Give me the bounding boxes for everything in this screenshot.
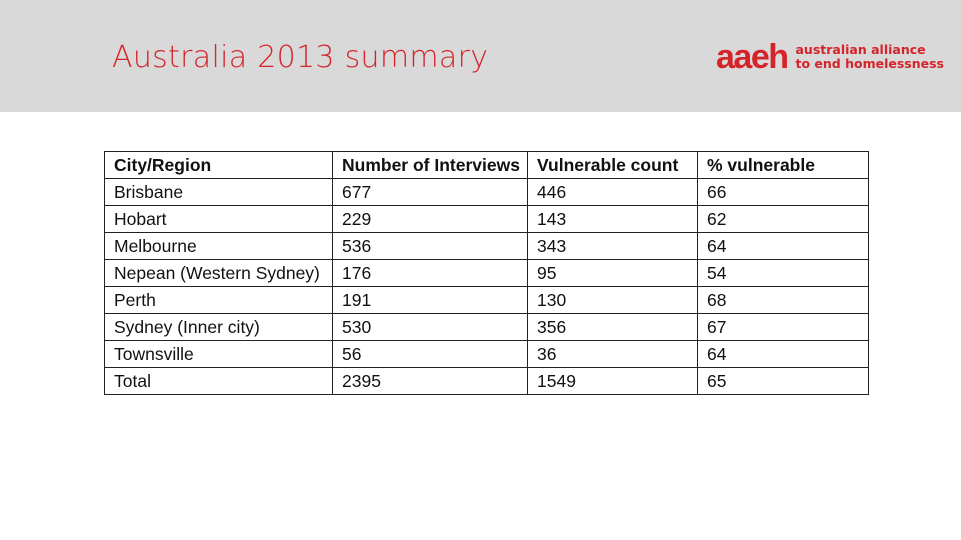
logo-text-line-2: to end homelessness bbox=[795, 56, 944, 71]
table-cell: Nepean (Western Sydney) bbox=[105, 260, 333, 287]
table-cell: 65 bbox=[698, 368, 869, 395]
table-cell: 536 bbox=[333, 233, 528, 260]
table-cell: Perth bbox=[105, 287, 333, 314]
logo-text bbox=[796, 43, 944, 71]
table-cell: 446 bbox=[528, 179, 698, 206]
table-cell: Townsville bbox=[105, 341, 333, 368]
table-cell: 2395 bbox=[333, 368, 528, 395]
table-cell: 229 bbox=[333, 206, 528, 233]
aaeh-logo bbox=[716, 40, 944, 74]
table-cell: 64 bbox=[698, 341, 869, 368]
table-header-row bbox=[105, 152, 869, 179]
table-cell: 143 bbox=[528, 206, 698, 233]
table-cell: 62 bbox=[698, 206, 869, 233]
table-cell: Melbourne bbox=[105, 233, 333, 260]
table-cell: 191 bbox=[333, 287, 528, 314]
column-header-number-of-interviews: Number of Interviews bbox=[333, 152, 528, 179]
column-header-percent-vulnerable: % vulnerable bbox=[698, 152, 869, 179]
table-cell: Brisbane bbox=[105, 179, 333, 206]
table-cell: 130 bbox=[528, 287, 698, 314]
summary-table-container bbox=[104, 151, 868, 396]
table-row bbox=[105, 287, 869, 314]
column-header-city-region: City/Region bbox=[105, 152, 333, 179]
table-row-total bbox=[105, 368, 869, 395]
table-cell: 343 bbox=[528, 233, 698, 260]
table-row bbox=[105, 260, 869, 287]
table-cell: Sydney (Inner city) bbox=[105, 314, 333, 341]
table-cell: 54 bbox=[698, 260, 869, 287]
table-row bbox=[105, 206, 869, 233]
table-cell: 530 bbox=[333, 314, 528, 341]
table-row bbox=[105, 314, 869, 341]
column-header-vulnerable-count: Vulnerable count bbox=[528, 152, 698, 179]
table-cell: 36 bbox=[528, 341, 698, 368]
table-cell: 356 bbox=[528, 314, 698, 341]
table-cell: 66 bbox=[698, 179, 869, 206]
table-cell: 64 bbox=[698, 233, 869, 260]
table-cell: 1549 bbox=[528, 368, 698, 395]
table-cell: 67 bbox=[698, 314, 869, 341]
table-cell: 56 bbox=[333, 341, 528, 368]
table-cell: 95 bbox=[528, 260, 698, 287]
slide-title: Australia 2013 summary bbox=[112, 40, 489, 75]
table-cell: 677 bbox=[333, 179, 528, 206]
summary-table bbox=[104, 151, 869, 395]
logo-mark: aaeh bbox=[716, 38, 788, 76]
table-cell: 176 bbox=[333, 260, 528, 287]
table-row bbox=[105, 341, 869, 368]
header-band bbox=[0, 0, 961, 112]
logo-text-line-1: australian alliance bbox=[795, 42, 926, 57]
table-row bbox=[105, 233, 869, 260]
table-cell: Hobart bbox=[105, 206, 333, 233]
table-cell: Total bbox=[105, 368, 333, 395]
table-row bbox=[105, 179, 869, 206]
table-cell: 68 bbox=[698, 287, 869, 314]
